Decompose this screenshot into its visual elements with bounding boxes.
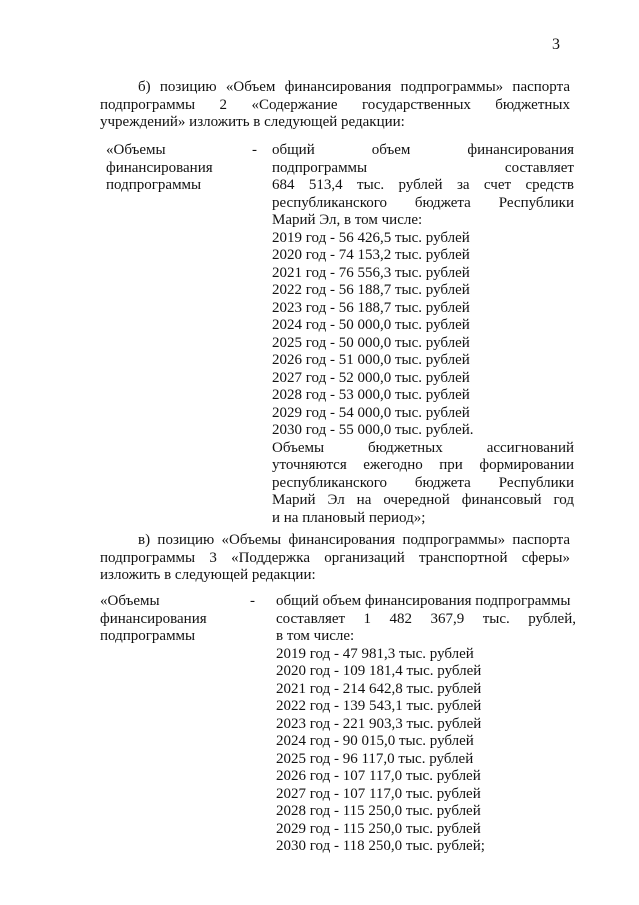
paragraph-v: в) позицию «Объемы финансирования подпрограммы» паспорта подпрограммы 3 «Поддержка организаций транспортной сферы» изложить в следующей редакции: (100, 532, 570, 583)
block-body (272, 142, 574, 527)
body-line: общий объем финансирования подпрограммы (276, 593, 571, 609)
year-line: 2022 год - 56 188,7 тыс. рублей (272, 282, 470, 298)
note-line: уточняются ежегодно при формировании (272, 457, 574, 473)
year-line: 2030 год - 118 250,0 тыс. рублей; (276, 838, 485, 854)
year-line: 2023 год - 56 188,7 тыс. рублей (272, 299, 470, 316)
label-line: финансирования (106, 159, 213, 176)
paragraph-b: б) позицию «Объем финансирования подпрограммы» паспорта подпрограммы 2 «Содержание государственных бюджетных учреждений» изложить в следующей редакции: (100, 79, 570, 130)
year-line: 2020 год - 74 153,2 тыс. рублей (272, 247, 470, 263)
note-line: Марий Эл на очередной финансовый год (272, 492, 574, 508)
year-line: 2027 год - 107 117,0 тыс. рублей (276, 785, 481, 802)
year-line: 2029 год - 115 250,0 тыс. рублей (276, 820, 481, 837)
label-line: «Объемы (106, 142, 166, 158)
note-line: республиканского бюджета Республики (272, 474, 574, 491)
label-line: финансирования (100, 610, 207, 627)
dash-separator: - (250, 593, 255, 609)
year-line: 2028 год - 53 000,0 тыс. рублей (272, 387, 470, 403)
year-line: 2026 год - 51 000,0 тыс. рублей (272, 352, 470, 368)
year-line: 2029 год - 54 000,0 тыс. рублей (272, 404, 470, 421)
year-line: 2023 год - 221 903,3 тыс. рублей (276, 715, 482, 732)
block-label (106, 142, 246, 195)
year-line: 2027 год - 52 000,0 тыс. рублей (272, 369, 470, 386)
year-line: 2020 год - 109 181,4 тыс. рублей (276, 663, 482, 679)
body-line: составляет 1 482 367,9 тыс. рублей, (276, 610, 576, 627)
body-line: 684 513,4 тыс. рублей за счет средств (272, 177, 574, 193)
block-body (276, 593, 576, 856)
year-line: 2028 год - 115 250,0 тыс. рублей (276, 803, 481, 819)
body-line: подпрограммы составляет (272, 159, 574, 176)
year-line: 2021 год - 76 556,3 тыс. рублей (272, 264, 470, 281)
year-line: 2024 год - 90 015,0 тыс. рублей (276, 733, 474, 749)
note-line: Объемы бюджетных ассигнований (272, 439, 574, 456)
label-line: подпрограммы (106, 177, 202, 193)
year-line: 2025 год - 50 000,0 тыс. рублей (272, 334, 470, 351)
year-line: 2030 год - 55 000,0 тыс. рублей. (272, 422, 474, 438)
label-line: «Объемы (100, 593, 160, 609)
body-line: Марий Эл, в том числе: (272, 212, 423, 228)
year-line: 2019 год - 47 981,3 тыс. рублей (276, 645, 474, 662)
label-line: подпрограммы (100, 628, 196, 644)
note-line: и на плановый период»; (272, 509, 426, 526)
body-line: в том числе: (276, 628, 355, 644)
dash-separator: - (252, 142, 257, 158)
block-label (100, 593, 240, 646)
year-line: 2022 год - 139 543,1 тыс. рублей (276, 698, 482, 714)
year-line: 2019 год - 56 426,5 тыс. рублей (272, 229, 470, 246)
year-line: 2024 год - 50 000,0 тыс. рублей (272, 317, 470, 333)
body-line: общий объем финансирования (272, 142, 574, 158)
page-number: 3 (552, 36, 560, 53)
year-line: 2025 год - 96 117,0 тыс. рублей (276, 750, 474, 767)
body-line: республиканского бюджета Республики (272, 194, 574, 211)
year-line: 2026 год - 107 117,0 тыс. рублей (276, 768, 481, 784)
year-line: 2021 год - 214 642,8 тыс. рублей (276, 680, 482, 697)
